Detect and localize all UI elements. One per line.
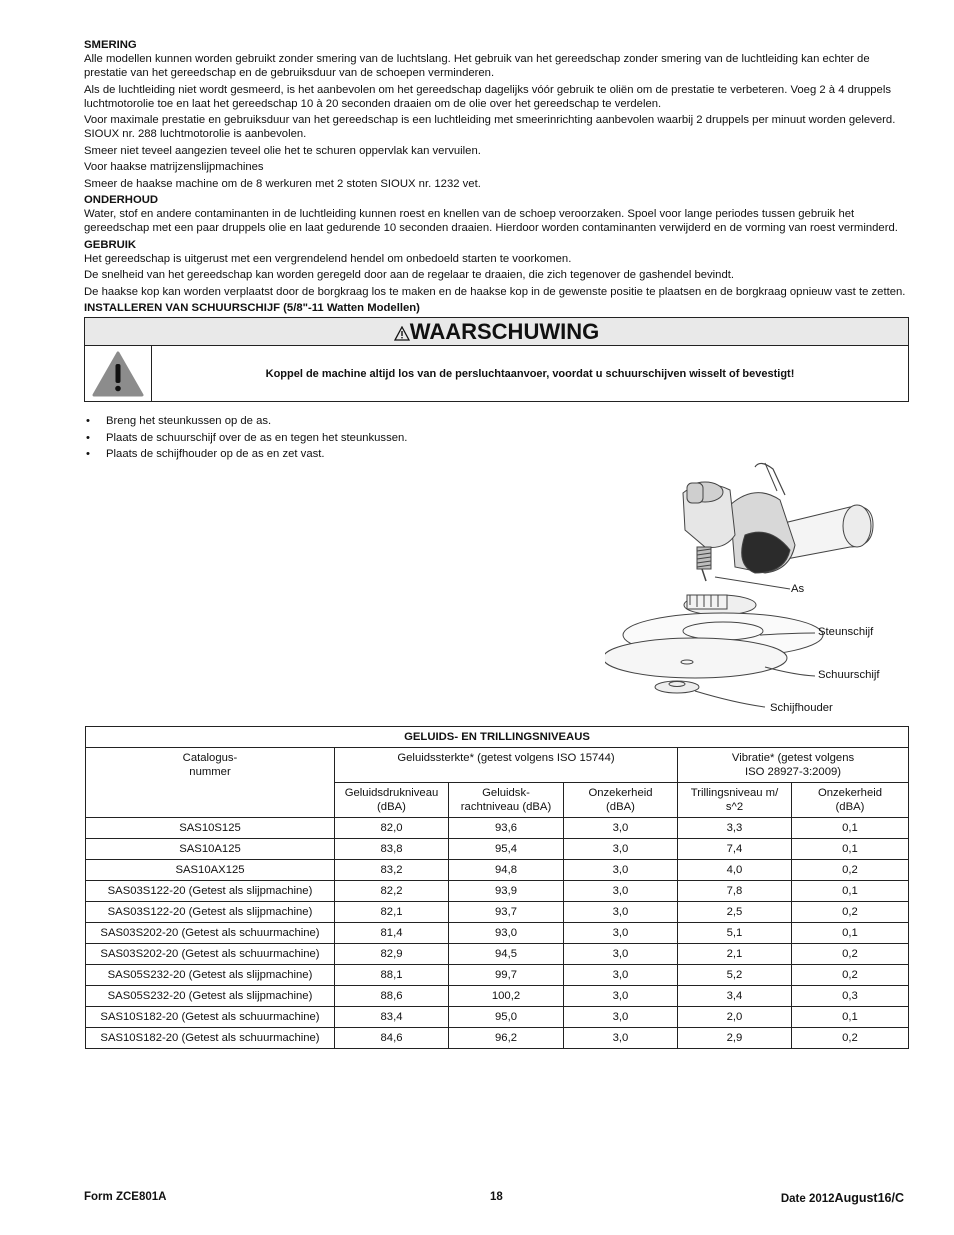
- table-cell-value: 0,3: [792, 986, 909, 1007]
- page-number: 18: [490, 1191, 503, 1203]
- col-header-sound-uncertainty: Onzekerheid (dBA): [564, 783, 678, 818]
- col-header-vibration-level: Trillingsniveau m/ s^2: [678, 783, 792, 818]
- table-cell-value: 3,0: [564, 1028, 678, 1049]
- warning-triangle-icon: [394, 326, 410, 341]
- list-item: • Plaats de schuurschijf over de as en tegen het steunkussen.: [84, 431, 910, 445]
- paragraph: Het gereedschap is uitgerust met een vergrendelend hendel om onbedoeld starten te voorkomen.: [84, 252, 572, 265]
- warning-title-text: WAARSCHUWING: [409, 319, 600, 344]
- date: [781, 1191, 904, 1205]
- table-cell-catalog: SAS10AX125: [86, 860, 335, 881]
- table-cell-value: 2,9: [678, 1028, 792, 1049]
- table-cell-value: 95,0: [449, 1007, 564, 1028]
- table-cell-value: 7,4: [678, 839, 792, 860]
- table-row: [86, 839, 909, 860]
- date-suffix: August16/C: [834, 1191, 904, 1205]
- warning-body: [85, 346, 908, 401]
- table-cell-catalog: SAS10A125: [86, 839, 335, 860]
- table-cell-value: 94,5: [449, 944, 564, 965]
- table-cell-value: 0,1: [792, 1007, 909, 1028]
- table-cell-value: 82,2: [335, 881, 449, 902]
- table-title: GELUIDS- EN TRILLINGSNIVEAUS: [86, 727, 909, 748]
- warning-icon-cell: [85, 346, 152, 401]
- table-cell-value: 99,7: [449, 965, 564, 986]
- warning-exclamation-icon: [92, 351, 144, 397]
- date-prefix: Date 2012: [780, 1193, 835, 1205]
- section-heading-onderhoud: ONDERHOUD: [84, 194, 159, 206]
- table-cell-value: 83,8: [335, 839, 449, 860]
- table-cell-value: 5,1: [678, 923, 792, 944]
- instruction-list: [84, 414, 910, 461]
- table-cell-value: 81,4: [335, 923, 449, 944]
- table-row: [86, 860, 909, 881]
- label-schuurschijf: Schuurschijf: [818, 669, 880, 681]
- table-cell-value: 0,1: [792, 923, 909, 944]
- page-content: [84, 38, 910, 464]
- table-cell-value: 2,1: [678, 944, 792, 965]
- table-row: [86, 1007, 909, 1028]
- table-cell-value: 7,8: [678, 881, 792, 902]
- table-cell-value: 82,9: [335, 944, 449, 965]
- table-cell-value: 0,2: [792, 1028, 909, 1049]
- table-cell-catalog: SAS03S122-20 (Getest als slijpmachine): [86, 902, 335, 923]
- paragraph: Smeer niet teveel aangezien teveel olie het te schuren oppervlak kan vervuilen.: [84, 144, 481, 157]
- col-header-vibration-uncertainty: Onzekerheid (dBA): [792, 783, 909, 818]
- table-cell-value: 3,0: [564, 986, 678, 1007]
- table-row: [86, 902, 909, 923]
- table-cell-value: 100,2: [449, 986, 564, 1007]
- form-number: Form ZCE801A: [84, 1191, 167, 1203]
- table-cell-value: 88,6: [335, 986, 449, 1007]
- section-heading-installeren: INSTALLEREN VAN SCHUURSCHIJF (5/8"-11 Watten Modellen): [84, 302, 420, 314]
- table-cell-catalog: SAS05S232-20 (Getest als slijpmachine): [86, 986, 335, 1007]
- col-header-sound-pressure: Geluidsdrukniveau (dBA): [335, 783, 449, 818]
- table-cell-value: 93,9: [449, 881, 564, 902]
- table-row: [86, 965, 909, 986]
- table-cell-value: 84,6: [335, 1028, 449, 1049]
- table-cell-value: 3,0: [564, 860, 678, 881]
- table-cell-value: 3,0: [564, 839, 678, 860]
- table-cell-value: 93,0: [449, 923, 564, 944]
- table-cell-value: 82,0: [335, 818, 449, 839]
- table-cell-value: 5,2: [678, 965, 792, 986]
- group-header-vibration: Vibratie* (getest volgens ISO 28927-3:2009): [678, 748, 909, 783]
- table-cell-value: 95,4: [449, 839, 564, 860]
- table-cell-value: 3,0: [564, 902, 678, 923]
- table-cell-catalog: SAS10S182-20 (Getest als schuurmachine): [86, 1028, 335, 1049]
- table-body: [86, 818, 909, 1049]
- label-as: As: [791, 583, 805, 595]
- table-cell-value: 0,1: [792, 881, 909, 902]
- table-cell-value: 83,4: [335, 1007, 449, 1028]
- col-header-sound-power: Geluidsk- rachtniveau (dBA): [449, 783, 564, 818]
- paragraph: Voor maximale prestatie en gebruiksduur van het gereedschap is een luchtleiding met smeerinrichting aanbevolen waarbij 2 druppels per minuut worden geleverd. SIOUX nr. 288 luchtmotorolie is aanbevolen.: [84, 114, 896, 140]
- section-heading-gebruik: GEBRUIK: [84, 238, 137, 251]
- paragraph: Smeer de haakse machine om de 8 werkuren met 2 stoten SIOUX nr. 1232 vet.: [84, 177, 481, 190]
- table-row: [86, 944, 909, 965]
- table-cell-value: 88,1: [335, 965, 449, 986]
- table-cell-value: 0,2: [792, 902, 909, 923]
- table-cell-catalog: SAS03S202-20 (Getest als schuurmachine): [86, 923, 335, 944]
- paragraph: De haakse kop kan worden verplaatst door de borgkraag los te maken en de haakse kop in de gewenste positie te plaatsen en de borgkraag opnieuw vast te zetten.: [84, 285, 906, 298]
- table-row: [86, 986, 909, 1007]
- label-schijfhouder: Schijfhouder: [770, 702, 833, 714]
- table-cell-value: 4,0: [678, 860, 792, 881]
- group-header-sound: Geluidssterkte* (getest volgens ISO 15744): [335, 748, 678, 783]
- table-cell-value: 96,2: [449, 1028, 564, 1049]
- warning-box: [84, 317, 909, 402]
- table-cell-value: 0,2: [792, 944, 909, 965]
- paragraph: Voor haakse matrijzenslijpmachines: [84, 161, 264, 173]
- col-header-catalog: Catalogus- nummer: [86, 748, 335, 818]
- table-cell-value: 3,0: [564, 944, 678, 965]
- table-cell-value: 3,0: [564, 881, 678, 902]
- table-cell-catalog: SAS10S182-20 (Getest als schuurmachine): [86, 1007, 335, 1028]
- table-cell-value: 3,4: [678, 986, 792, 1007]
- table-cell-value: 0,2: [792, 965, 909, 986]
- table-cell-value: 93,7: [449, 902, 564, 923]
- table-cell-value: 0,1: [792, 839, 909, 860]
- table-cell-value: 93,6: [449, 818, 564, 839]
- noise-vibration-table: [85, 726, 909, 1049]
- list-item: • Breng het steunkussen op de as.: [84, 414, 910, 428]
- label-steunschijf: Steunschijf: [818, 626, 874, 638]
- table-cell-value: 3,0: [564, 923, 678, 944]
- table-row: [86, 923, 909, 944]
- table-cell-value: 82,1: [335, 902, 449, 923]
- table-cell-catalog: SAS05S232-20 (Getest als slijpmachine): [86, 965, 335, 986]
- paragraph: Alle modellen kunnen worden gebruikt zonder smering van de luchtslang. Het gebruik van het gereedschap zonder smering van de luchtleiding kan echter de prestatie van het gereedschap en de gebruiksduur van de schoepen verminderen.: [84, 53, 870, 79]
- table-cell-catalog: SAS03S122-20 (Getest als slijpmachine): [86, 881, 335, 902]
- table-cell-value: 3,0: [564, 1007, 678, 1028]
- paragraph: De snelheid van het gereedschap kan worden geregeld door aan de regelaar te draaien, die zich tegenover de gashendel bevindt.: [84, 269, 735, 281]
- table-cell-value: 0,1: [792, 818, 909, 839]
- section-heading-smering: SMERING: [84, 39, 137, 51]
- table-cell-value: 83,2: [335, 860, 449, 881]
- table-row: [86, 881, 909, 902]
- table-cell-value: 3,0: [564, 818, 678, 839]
- table-cell-value: 3,0: [564, 965, 678, 986]
- table-cell-value: 94,8: [449, 860, 564, 881]
- warning-title: [85, 318, 908, 346]
- table-cell-catalog: SAS10S125: [86, 818, 335, 839]
- table-cell-value: 3,3: [678, 818, 792, 839]
- warning-message: Koppel de machine altijd los van de persluchtaanvoer, voordat u schuurschijven wisselt of bevestigt!: [265, 367, 795, 380]
- paragraph: Als de luchtleiding niet wordt gesmeerd, is het aanbevolen om het gereedschap dagelijks vóór gebruik te oliën om de prestatie te verbeteren. Voeg 2 à 4 druppels luchtmotorolie toe en laat het gereedschap 10 à 20 seconden draaien om de olie over het gereedschap te verdelen.: [84, 83, 891, 110]
- paragraph: Water, stof en andere contaminanten in de luchtleiding kunnen roest en knellen van de schoep veroorzaken. Spoel voor lange periodes tussen gebruik het gereedschap met een paar druppels olie en laat gedurende 10 seconden draaien. Hierdoor worden contaminanten verwijderd en de vorming van roest verminderd.: [84, 208, 898, 234]
- table-cell-value: 2,0: [678, 1007, 792, 1028]
- table-row: [86, 818, 909, 839]
- table-cell-catalog: SAS03S202-20 (Getest als schuurmachine): [86, 944, 335, 965]
- grinder-figure: [605, 455, 905, 720]
- table-cell-value: 0,2: [792, 860, 909, 881]
- table-row: [86, 1028, 909, 1049]
- list-item: • Plaats de schijfhouder op de as en zet vast.: [84, 447, 910, 461]
- table-cell-value: 2,5: [678, 902, 792, 923]
